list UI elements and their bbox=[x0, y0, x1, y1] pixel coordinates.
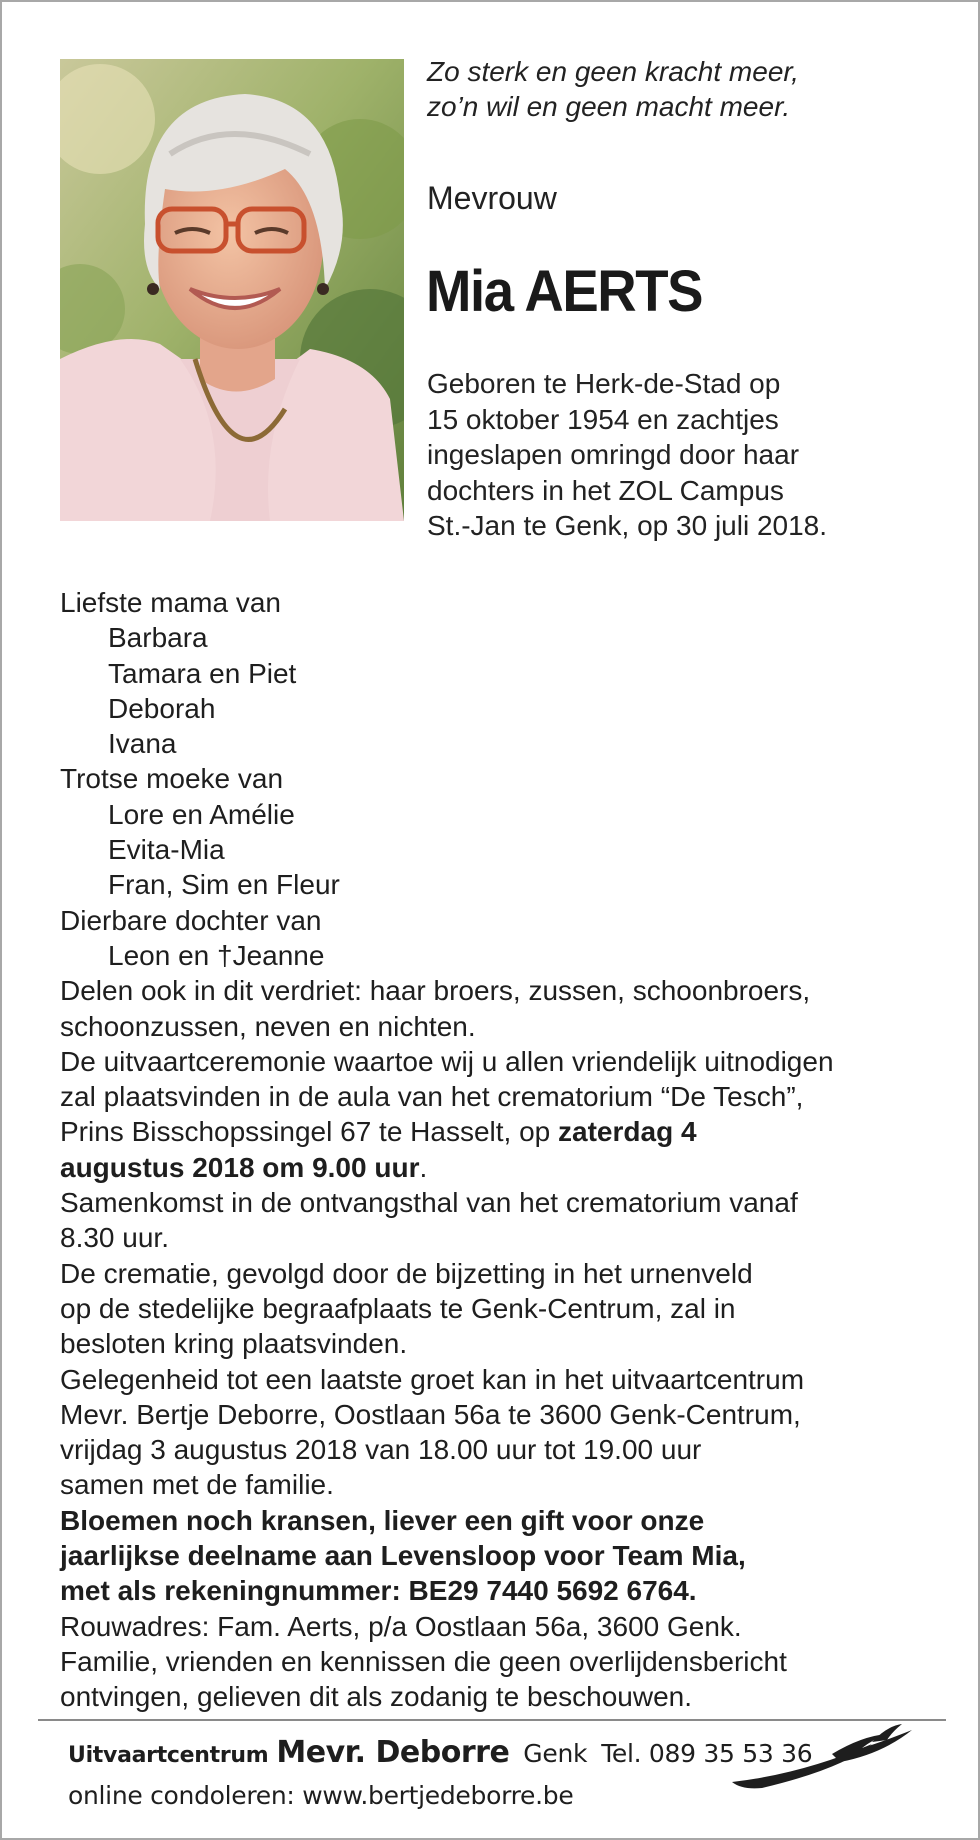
rouwadres: Rouwadres: Fam. Aerts, p/a Oostlaan 56a, 3600 Genk. bbox=[60, 1610, 742, 1642]
groet-line: Gelegenheid tot een laatste groet kan in het uitvaartcentrum bbox=[60, 1363, 805, 1395]
grandchild-name: Fran, Sim en Fleur bbox=[108, 869, 340, 901]
ceremonie-line bbox=[60, 1114, 940, 1149]
footer-divider bbox=[38, 1719, 946, 1721]
footer-label: Uitvaartcentrum bbox=[68, 1743, 269, 1768]
deceased-name: Mia AERTS bbox=[426, 259, 703, 324]
birth-line: ingeslapen omringd door haar bbox=[427, 439, 800, 470]
parent-names: Leon en †Jeanne bbox=[108, 939, 325, 971]
child-name: Tamara en Piet bbox=[108, 657, 297, 689]
obituary-body bbox=[60, 585, 940, 1715]
child-name: Ivana bbox=[108, 728, 177, 760]
delen-line: schoonzussen, neven en nichten. bbox=[60, 1010, 476, 1042]
dochter-label: Dierbare dochter van bbox=[60, 904, 322, 936]
ceremonie-date: zaterdag 4 bbox=[558, 1116, 697, 1148]
moeke-label: Trotse moeke van bbox=[60, 763, 284, 795]
title-mevrouw: Mevrouw bbox=[427, 180, 557, 216]
ceremonie-text: Prins Bisschopssingel 67 te Hasselt, op bbox=[60, 1116, 559, 1148]
ceremonie-line bbox=[60, 1150, 940, 1185]
crematie-line: De crematie, gevolgd door de bijzetting in het urnenveld bbox=[60, 1257, 753, 1289]
ceremonie-line: zal plaatsvinden in de aula van het crematorium “De Tesch”, bbox=[60, 1081, 804, 1113]
delen-line: Delen ook in dit verdriet: haar broers, zussen, schoonbroers, bbox=[60, 975, 811, 1007]
bloemen-text: jaarlijkse deelname aan Levensloop voor Team Mia, bbox=[60, 1540, 746, 1572]
familie-line: Familie, vrienden en kennissen die geen overlijdensbericht bbox=[60, 1645, 787, 1677]
groet-line: vrijdag 3 augustus 2018 van 18.00 uur tot 19.00 uur bbox=[60, 1434, 702, 1466]
ceremonie-line: De uitvaartceremonie waartoe wij u allen vriendelijk uitnodigen bbox=[60, 1045, 834, 1077]
poem bbox=[427, 54, 947, 124]
poem-line: zo’n wil en geen macht meer. bbox=[427, 91, 791, 122]
birth-line: St.-Jan te Genk, op 30 juli 2018. bbox=[427, 510, 828, 541]
grandchild-name: Lore en Amélie bbox=[108, 798, 295, 830]
footer-online-link[interactable]: online condoleren: www.bertjedeborre.be bbox=[68, 1781, 574, 1810]
ceremonie-period: . bbox=[419, 1151, 428, 1183]
groet-line: samen met de familie. bbox=[60, 1469, 334, 1501]
poem-line: Zo sterk en geen kracht meer, bbox=[427, 56, 799, 87]
child-name: Deborah bbox=[108, 692, 216, 724]
familie-line: ontvingen, gelieven dit als zodanig te beschouwen. bbox=[60, 1681, 692, 1713]
footer-brand: Mevr. Deborre bbox=[276, 1735, 510, 1770]
grandchild-name: Evita-Mia bbox=[108, 834, 225, 866]
crematie-line: besloten kring plaatsvinden. bbox=[60, 1328, 408, 1360]
samenkomst-line: 8.30 uur. bbox=[60, 1222, 169, 1254]
birth-line: 15 oktober 1954 en zachtjes bbox=[427, 403, 779, 435]
mama-label: Liefste mama van bbox=[60, 587, 281, 618]
child-name: Barbara bbox=[108, 622, 208, 654]
birth-paragraph bbox=[427, 366, 947, 544]
birth-line: Geboren te Herk-de-Stad op bbox=[427, 368, 781, 399]
bloemen-line bbox=[60, 1573, 940, 1608]
groet-line: Mevr. Bertje Deborre, Oostlaan 56a te 3600 Genk-Centrum, bbox=[60, 1398, 801, 1430]
ceremonie-date-time: augustus 2018 om 9.00 uur bbox=[60, 1151, 420, 1183]
bloemen-line bbox=[60, 1538, 940, 1573]
footer-phone: Tel. 089 35 53 36 bbox=[601, 1739, 813, 1768]
birth-line: dochters in het ZOL Campus bbox=[427, 474, 784, 506]
bloemen-line bbox=[60, 1503, 940, 1538]
bloemen-text: met als rekeningnummer: BE29 7440 5692 6764. bbox=[60, 1575, 697, 1607]
crematie-line: op de stedelijke begraafplaats te Genk-Centrum, zal in bbox=[60, 1292, 736, 1324]
portrait-illustration bbox=[60, 59, 404, 521]
bloemen-text: Bloemen noch kransen, liever een gift voor onze bbox=[60, 1504, 705, 1536]
footer-city: Genk bbox=[523, 1739, 588, 1768]
samenkomst-line: Samenkomst in de ontvangsthal van het crematorium vanaf bbox=[60, 1187, 798, 1219]
portrait-photo bbox=[60, 59, 404, 521]
bird-logo-icon bbox=[722, 1724, 922, 1794]
